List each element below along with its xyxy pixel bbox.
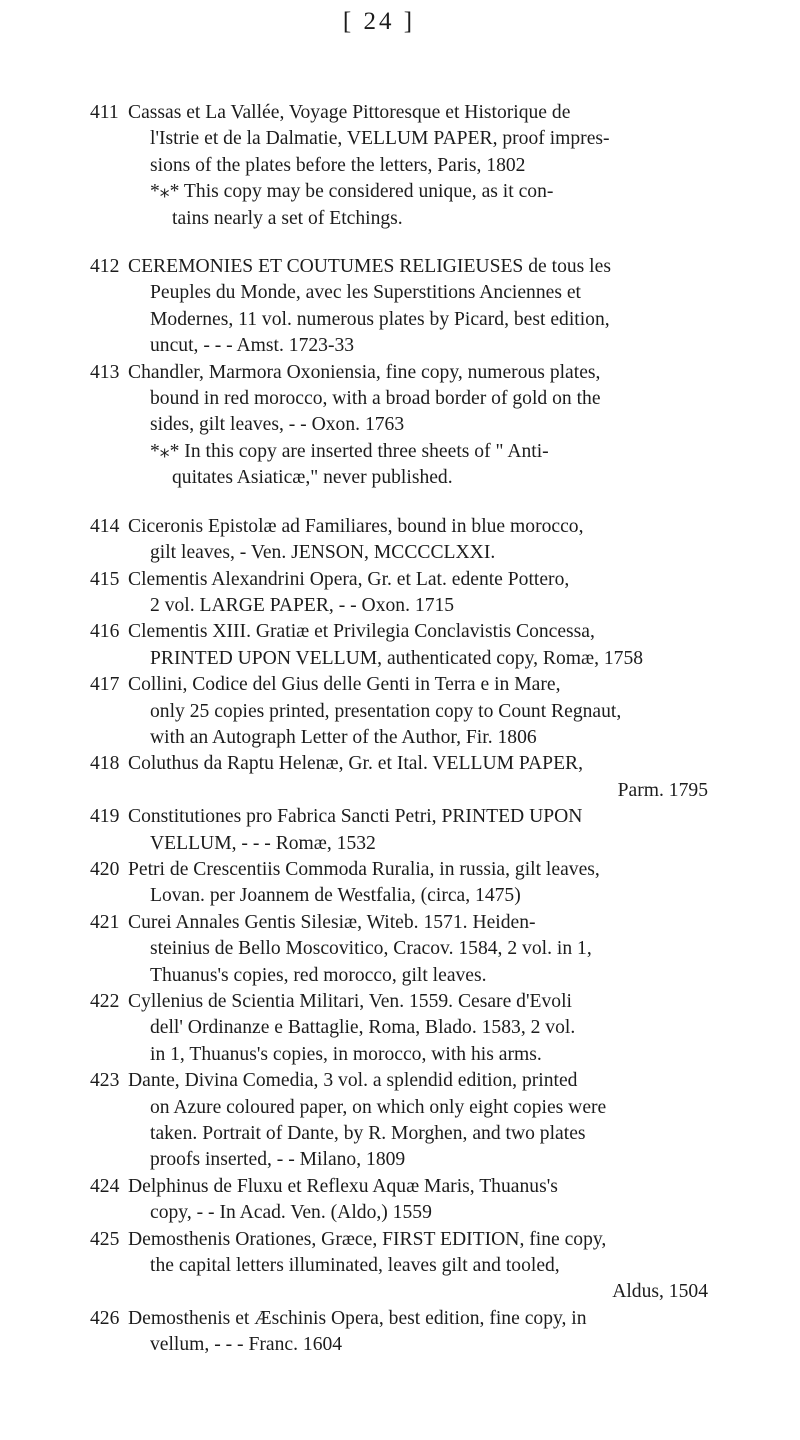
entry-420 bbox=[90, 857, 708, 910]
entry-line: uncut, - - - Amst. 1723-33 bbox=[150, 335, 355, 357]
entry-number: 425 bbox=[90, 1228, 120, 1250]
entry-number: 415 bbox=[90, 568, 120, 590]
entry-number: 412 bbox=[90, 256, 120, 278]
entry-line: vellum, - - - Franc. 1604 bbox=[150, 1334, 343, 1356]
note-line: quitates Asiaticæ," never published. bbox=[172, 467, 453, 489]
entry-line: sides, gilt leaves, - - Oxon. 1763 bbox=[150, 414, 405, 436]
entry-417 bbox=[90, 672, 708, 751]
entry-line: PRINTED UPON VELLUM, authenticated copy, Romæ, 1758 bbox=[150, 647, 644, 669]
entry-line: Petri de Crescentiis Commoda Ruralia, in russia, gilt leaves, bbox=[128, 858, 600, 880]
entry-line: Cyllenius de Scientia Militari, Ven. 1559. Cesare d'Evoli bbox=[128, 991, 572, 1012]
entry-line: with an Autograph Letter of the Author, Fir. 1806 bbox=[150, 726, 537, 748]
entry-line: l'Istrie et de la Dalmatie, VELLUM PAPER, proof impres- bbox=[150, 128, 610, 150]
entry-421 bbox=[90, 910, 708, 989]
catalogue-entries bbox=[90, 100, 708, 1359]
entry-line: Coluthus da Raptu Helenæ, Gr. et Ital. VELLUM PAPER, bbox=[128, 753, 583, 775]
entry-line: in 1, Thuanus's copies, in morocco, with his arms. bbox=[150, 1043, 542, 1065]
entry-number: 417 bbox=[90, 674, 120, 696]
entry-line: Constitutiones pro Fabrica Sancti Petri, PRINTED UPON bbox=[128, 806, 583, 828]
note-line: tains nearly a set of Etchings. bbox=[172, 207, 403, 229]
entry-line: 2 vol. LARGE PAPER, - - Oxon. 1715 bbox=[150, 594, 455, 616]
entry-line: taken. Portrait of Dante, by R. Morghen, and two plates bbox=[150, 1123, 586, 1145]
entry-line: proofs inserted, - - Milano, 1809 bbox=[150, 1149, 406, 1171]
entry-line: Ciceronis Epistolæ ad Familiares, bound in blue morocco, bbox=[128, 515, 584, 537]
entry-line: Clementis XIII. Gratiæ et Privilegia Conclavistis Concessa, bbox=[128, 621, 595, 643]
entry-number: 413 bbox=[90, 361, 120, 383]
entry-line: VELLUM, - - - Romæ, 1532 bbox=[150, 832, 376, 854]
entry-line: Collini, Codice del Gius delle Genti in Terra e in Mare, bbox=[128, 674, 561, 696]
entry-415 bbox=[90, 567, 708, 620]
entry-line: Cassas et La Vallée, Voyage Pittoresque et Historique de bbox=[128, 102, 571, 123]
entry-line: steinius de Bello Moscovitico, Cracov. 1584, 2 vol. in 1, bbox=[150, 938, 592, 960]
entry-line: only 25 copies printed, presentation copy to Count Regnaut, bbox=[150, 700, 622, 722]
entry-line: Demosthenis et Æschinis Opera, best edition, fine copy, in bbox=[128, 1307, 587, 1329]
entry-line: sions of the plates before the letters, Paris, 1802 bbox=[150, 154, 526, 176]
entry-line: on Azure coloured paper, on which only eight copies were bbox=[150, 1096, 607, 1118]
entry-line: Lovan. per Joannem de Westfalia, (circa, 1475) bbox=[150, 885, 521, 907]
entry-line: copy, - - In Acad. Ven. (Aldo,) 1559 bbox=[150, 1202, 432, 1224]
entry-note bbox=[90, 179, 708, 232]
entry-number: 414 bbox=[90, 515, 120, 537]
entry-line: Clementis Alexandrini Opera, Gr. et Lat. edente Pottero, bbox=[128, 568, 570, 590]
entry-line: Curei Annales Gentis Silesiæ, Witeb. 1571. Heiden- bbox=[128, 911, 536, 933]
entry-line: Thuanus's copies, red morocco, gilt leaves. bbox=[150, 964, 487, 986]
entry-line: CEREMONIES ET COUTUMES RELIGIEUSES de tous les bbox=[128, 256, 611, 278]
entry-line: Demosthenis Orationes, Græce, FIRST EDITION, fine copy, bbox=[128, 1228, 607, 1250]
entry-line: dell' Ordinanze e Battaglie, Roma, Blado. 1583, 2 vol. bbox=[150, 1017, 576, 1039]
entry-411 bbox=[90, 100, 708, 179]
entry-number: 411 bbox=[90, 102, 119, 123]
entry-416 bbox=[90, 619, 708, 672]
entry-413 bbox=[90, 360, 708, 439]
note-line: *⁎* In this copy are inserted three sheets of " Anti- bbox=[150, 440, 549, 462]
entry-418 bbox=[90, 751, 708, 804]
entry-line: Modernes, 11 vol. numerous plates by Picard, best edition, bbox=[150, 308, 610, 330]
entry-number: 416 bbox=[90, 621, 120, 643]
entry-number: 424 bbox=[90, 1175, 120, 1197]
entry-number: 418 bbox=[90, 753, 120, 775]
entry-412 bbox=[90, 254, 708, 360]
entry-422 bbox=[90, 989, 708, 1068]
entry-line: Parm. 1795 bbox=[617, 779, 708, 801]
entry-line: gilt leaves, - Ven. JENSON, MCCCCLXXI. bbox=[150, 542, 496, 564]
entry-425 bbox=[90, 1227, 708, 1306]
entry-424 bbox=[90, 1174, 708, 1227]
entry-number: 419 bbox=[90, 806, 120, 828]
entry-414 bbox=[90, 514, 708, 567]
entry-note bbox=[90, 439, 708, 492]
page-number: [ 24 ] bbox=[342, 8, 416, 35]
entry-line: the capital letters illuminated, leaves gilt and tooled, bbox=[150, 1255, 560, 1277]
entry-number: 421 bbox=[90, 911, 120, 933]
entry-426 bbox=[90, 1306, 708, 1359]
entry-number: 426 bbox=[90, 1307, 120, 1329]
entry-line: Aldus, 1504 bbox=[612, 1281, 708, 1303]
entry-line: Dante, Divina Comedia, 3 vol. a splendid edition, printed bbox=[128, 1070, 578, 1092]
entry-line: Peuples du Monde, avec les Superstitions Anciennes et bbox=[150, 282, 581, 304]
entry-419 bbox=[90, 804, 708, 857]
entry-line: Delphinus de Fluxu et Reflexu Aquæ Maris, Thuanus's bbox=[128, 1175, 558, 1197]
entry-number: 423 bbox=[90, 1070, 120, 1092]
entry-number: 420 bbox=[90, 858, 120, 880]
entry-line: bound in red morocco, with a broad border of gold on the bbox=[150, 388, 601, 410]
entry-line: Chandler, Marmora Oxoniensia, fine copy, numerous plates, bbox=[128, 361, 601, 383]
note-line: *⁎* This copy may be considered unique, as it con- bbox=[150, 181, 554, 203]
entry-number: 422 bbox=[90, 991, 120, 1012]
entry-423 bbox=[90, 1068, 708, 1174]
